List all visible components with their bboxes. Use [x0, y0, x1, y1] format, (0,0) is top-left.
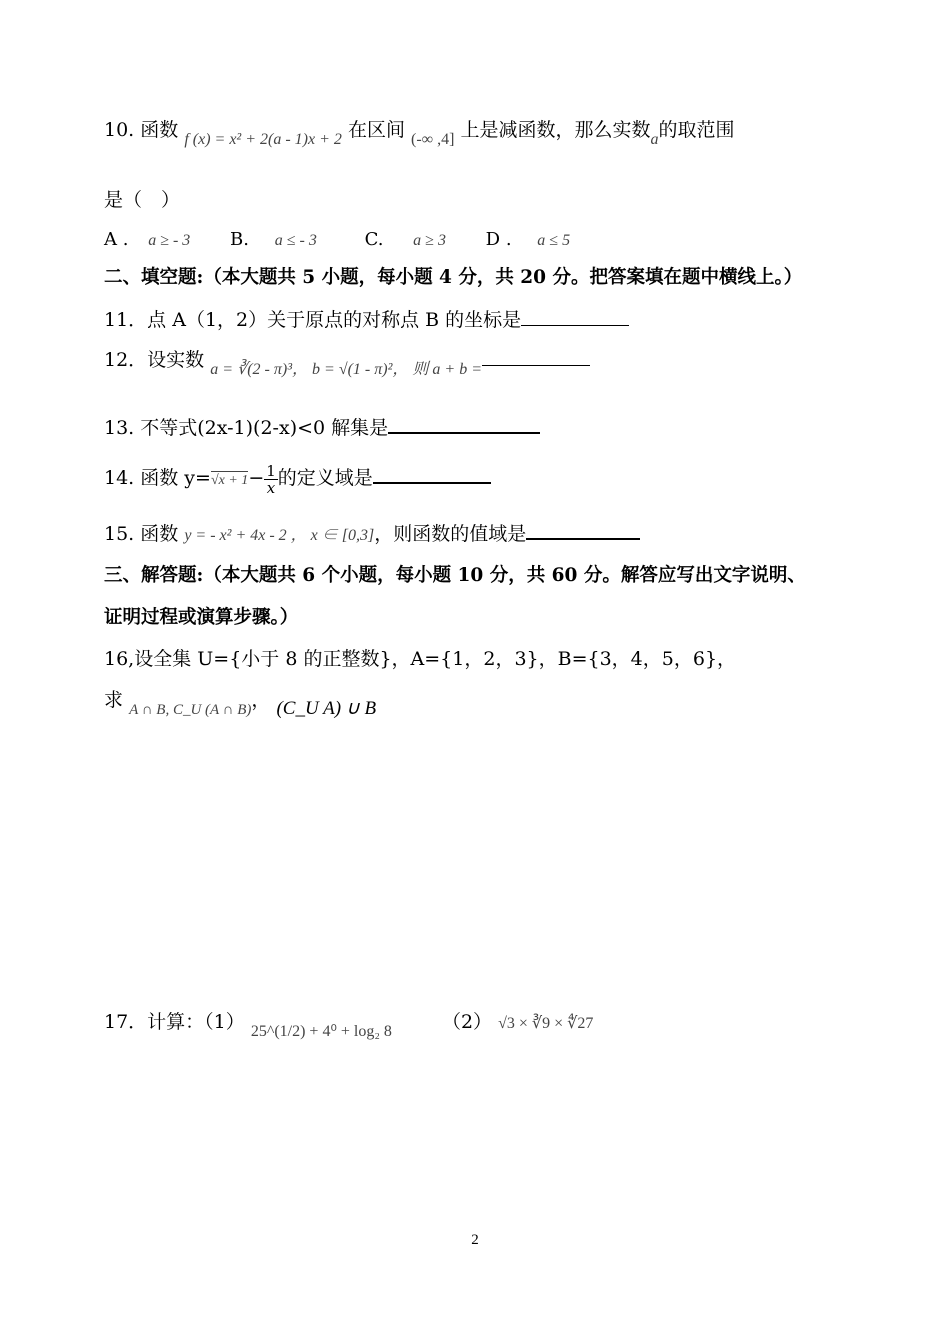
q10-text4: 的取范围 [658, 119, 735, 141]
q16-formula1: A ∩ B, C_U (A ∩ B) [129, 702, 252, 718]
question-10-options [104, 228, 570, 253]
q14-text1: 14. 函数 y= [104, 467, 211, 489]
q10-text3: 上是减函数，那么实数 [460, 119, 651, 141]
q16-formula2: (C_U A) ∪ B [276, 698, 377, 719]
question-13 [104, 416, 540, 440]
q14-answer-blank [373, 482, 491, 484]
option-d-label: D . [485, 229, 512, 250]
section-3-heading-line2: 证明过程或演算步骤。） [104, 607, 299, 628]
option-c-value: a ≥ 3 [413, 232, 446, 249]
question-12 [104, 348, 590, 378]
section-2-heading: 二、填空题:（本大题共 5 小题，每小题 4 分，共 20 分。把答案填在题中横线上。） [104, 267, 803, 288]
option-b-value: a ≤ - 3 [274, 232, 317, 249]
q14-denominator: x [266, 478, 276, 497]
page-number: 2 [471, 1232, 479, 1248]
q12-text: 12．设实数 [104, 349, 205, 371]
option-a-label: A . [104, 229, 129, 250]
section-3-heading-line1: 三、解答题:（本大题共 6 个小题，每小题 10 分，共 60 分。解答应写出文字说明、 [104, 565, 806, 586]
q15-answer-blank [526, 538, 640, 540]
option-d-value: a ≤ 5 [537, 232, 571, 249]
question-14 [104, 458, 491, 508]
question-17 [104, 1010, 594, 1040]
q11-answer-blank [521, 325, 629, 326]
option-c-label: C. [364, 229, 384, 250]
q12-formula: a = ∛(2 - π)³， b = √(1 - π)²， 则 a + b = [210, 361, 482, 378]
q17-part2: （2） [441, 1011, 493, 1033]
question-10-line1 [104, 118, 735, 148]
q16-separator: ， [251, 689, 271, 711]
question-11 [104, 308, 629, 332]
q14-minus: − [248, 467, 265, 489]
q10-text2: 在区间 [347, 119, 405, 141]
question-15 [104, 522, 640, 548]
q10-formula: f (x) = x² + 2(a - 1)x + 2 [184, 131, 342, 148]
question-10-line2: 是（ ） [104, 189, 181, 211]
q11-text: 11．点 A（1，2）关于原点的对称点 B 的坐标是 [104, 309, 522, 331]
question-16-line1: 16,设全集 U={小于 8 的正整数}，A={1，2，3}，B={3，4，5，6}， [104, 648, 737, 670]
option-b-label: B. [230, 229, 249, 250]
q17-expr1: 25^(1/2) + 4⁰ + log₂ 8 [250, 1023, 392, 1040]
option-a-value: a ≥ - 3 [148, 232, 191, 249]
q15-formula: y = - x² + 4x - 2 ， x ∈ [0,3] [184, 527, 375, 544]
q17-expr2: √3 × ∛9 × ∜27 [498, 1015, 594, 1032]
q14-sqrt: √x + 1 [210, 473, 249, 488]
q10-var: a [650, 131, 659, 148]
q10-number: 10. [104, 119, 135, 141]
q16-qiu: 求 [104, 689, 124, 711]
question-16-line2 [104, 688, 377, 719]
q15-text1: 15. 函数 [104, 523, 179, 545]
q10-text1: 函数 [140, 119, 179, 141]
q12-answer-blank [482, 365, 590, 366]
q10-interval: (-∞ ,4] [411, 131, 455, 148]
q14-text2: 的定义域是 [277, 467, 373, 489]
q13-answer-blank [388, 432, 540, 434]
q14-fraction [264, 463, 278, 496]
q15-text2: ，则函数的值域是 [374, 523, 527, 545]
q17-text: 17．计算：（1） [104, 1011, 245, 1033]
q13-text: 13. 不等式(2x-1)(2-x)<0 解集是 [104, 417, 389, 439]
q14-numerator: 1 [266, 461, 276, 480]
